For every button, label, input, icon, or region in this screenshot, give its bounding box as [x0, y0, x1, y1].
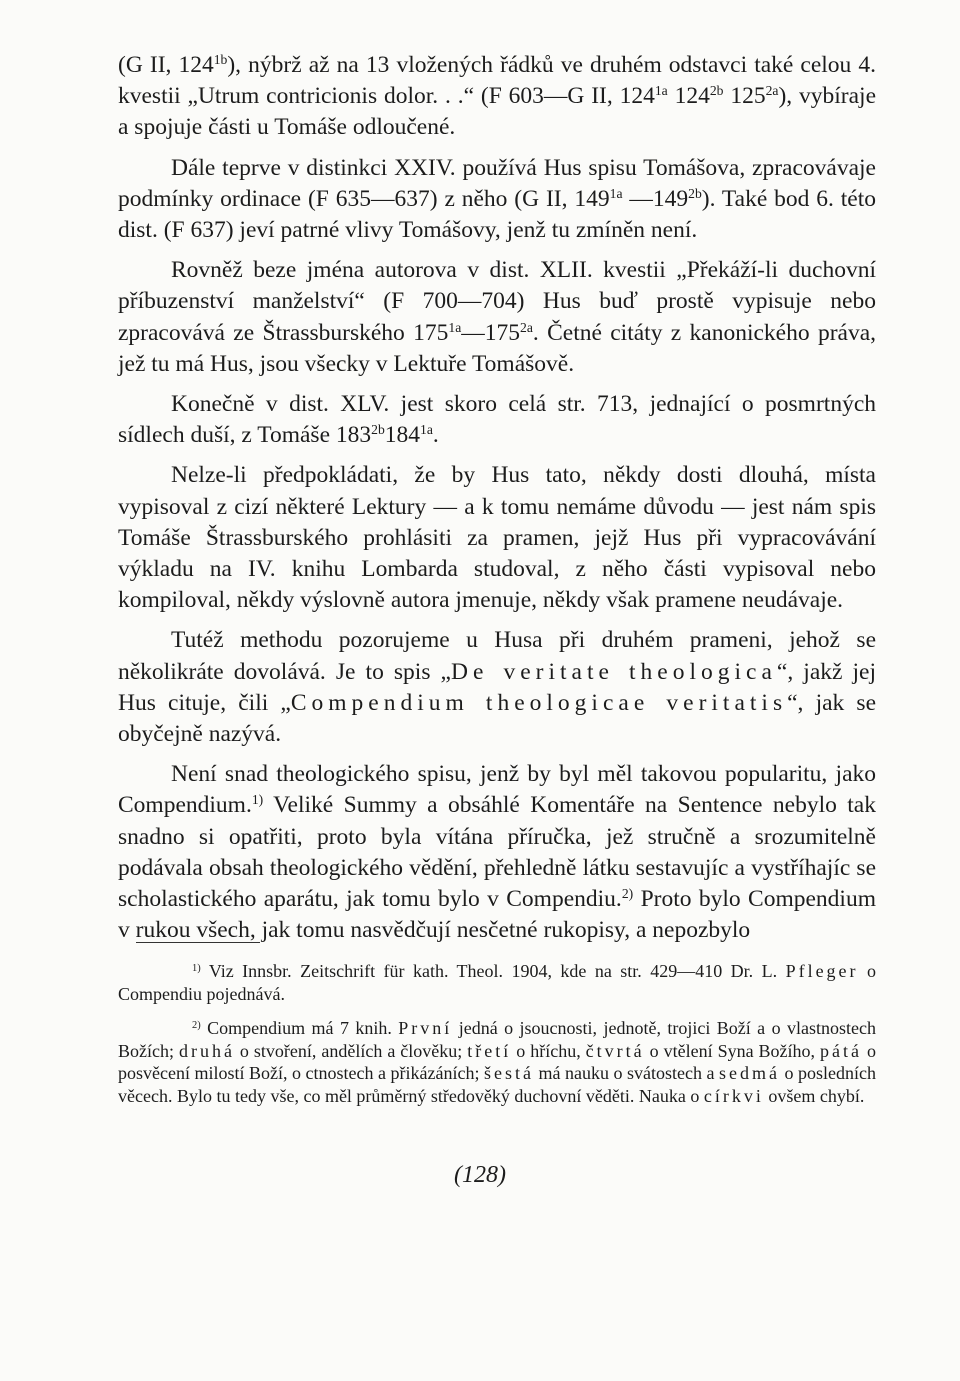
spaced-emphasis: třetí [467, 1040, 512, 1061]
paragraph-gap [118, 451, 876, 460]
spaced-emphasis: sedmá [719, 1063, 780, 1084]
superscript-mark: 1a [609, 185, 623, 201]
text-run: 124 [667, 83, 710, 110]
body-paragraph [118, 255, 876, 380]
text-run: Tutéž methodu pozorujeme u Husa při druhém prameni, jehož se několikráte dovolává. Je to spis „ [118, 627, 876, 685]
text-run: (G II, 124 [118, 52, 214, 78]
superscript-mark: 2a [520, 319, 533, 335]
text-run: o Compendiu pojednává. [118, 961, 876, 1004]
superscript-mark: 1) [251, 792, 264, 808]
text-run: jedná o jsoucnosti, jednotě, trojici Boží a o vlastnostech Božích; [118, 1018, 876, 1061]
text-run: Compendium má 7 knih. [200, 1018, 399, 1039]
paragraph-gap [118, 144, 876, 153]
spaced-emphasis: druhá [178, 1040, 235, 1061]
text-run: —175 [461, 319, 521, 346]
superscript-mark: 2) [621, 885, 634, 901]
paragraph-gap [118, 380, 876, 389]
body-paragraph [118, 759, 876, 946]
text-run: o posvěcení milostí Boží, o ctnostech a přikázáních; [118, 1040, 876, 1084]
text-run: o vtělení Syna Božího, [644, 1040, 821, 1061]
spaced-emphasis: církvi [703, 1085, 764, 1106]
superscript-mark: 2b [688, 185, 702, 201]
footnote [118, 960, 876, 1005]
text-run: má nauku o svátostech a [533, 1063, 719, 1084]
footnote-rule [136, 942, 260, 943]
spaced-emphasis: pátá [820, 1040, 863, 1061]
main-text [118, 50, 876, 946]
superscript-mark: 1) [192, 962, 201, 974]
text-run: 184 [384, 422, 420, 449]
text-run: ovšem chybí. [763, 1085, 865, 1106]
text-run: . Četné citáty z kanonického práva, jež tu má Hus, jsou všecky v Lektuře Tomášově. [118, 319, 877, 377]
spaced-emphasis: Pfleger [785, 961, 859, 981]
footnote [118, 1017, 876, 1107]
paragraph-gap [118, 616, 876, 625]
superscript-mark: 2b [709, 83, 724, 99]
superscript-mark: 2b [371, 422, 385, 438]
text-run: Proto bylo Compendium v rukou všech, jak tomu nasvědčují nesčetné rukopisy, a nepozbylo [118, 886, 876, 944]
paragraph-gap [118, 246, 876, 255]
text-run: ). Také bod 6. této dist. (F 637) jeví patrné vlivy Tomášovy, jenž tu zmíněn není. [118, 185, 877, 244]
superscript-mark: 1a [654, 83, 668, 99]
text-run: “, jakž jej Hus cituje, čili „ [118, 658, 877, 716]
text-run: Rovněž beze jména autorova v dist. XLII. kvestii „Překáží-li duchovní příbuzenství manželství“ (F 700—704) Hus buď prostě vypisuje nebo zpracovává ze Štrassburského 175 [118, 257, 876, 346]
spaced-emphasis: První [398, 1018, 453, 1039]
spaced-emphasis: čtvrtá [585, 1040, 645, 1061]
spaced-emphasis: šestá [483, 1063, 534, 1084]
footnote-gap [118, 1005, 876, 1017]
text-run: Nelze-li předpokládati, že by Hus tato, někdy dosti dlouhá, místa vypisoval z cizí některé Lektury — a k tomu nemáme důvodu — jest nám spis Tomáše Štrassburského prohlásiti za pramen, jejž Hus při vypracovávání výkladu na IV. knihu Lombarda studoval, z něho části vypisoval nebo kompiloval, někdy výslovně autora jmenuje, někdy však pramene neudávaje. [118, 462, 876, 614]
superscript-mark: 1a [420, 422, 433, 438]
text-run: . [432, 422, 439, 449]
text-run: “, jak se obyčejně nazývá. [118, 689, 877, 748]
text-run: Dále teprve v distinkci XXIV. používá Hus spisu Tomášova, zpracovávaje podmínky ordinace (F 635—637) z něho (G II, 149 [118, 154, 876, 212]
text-run: 125 [723, 83, 766, 110]
text-run: Veliké Summy a obsáhlé Komentáře na Sentence nebylo tak snadno si opatřiti, proto byla vítána příručka, jež stručně a srozumitelně podávala obsah theologického vědění, přehledně látku sestavujíc a vystříhajíc se scholastického aparátu, jak tomu bylo v Compendiu. [118, 792, 876, 913]
text-run: Není snad theologického spisu, jenž by byl měl takovou popularitu, jako Compendium. [118, 761, 876, 819]
paragraph-gap [118, 750, 876, 759]
superscript-mark: 1a [448, 319, 462, 335]
text-run: ), vybíraje a spojuje části u Tomáše odloučené. [118, 83, 877, 141]
superscript-mark: 2) [192, 1019, 201, 1031]
body-paragraph [118, 153, 876, 247]
body-paragraph [118, 50, 876, 144]
text-run: o stvoření, andělích a člověku; [234, 1040, 468, 1061]
spaced-emphasis: De veritate theologica [451, 658, 777, 685]
body-paragraph [118, 460, 876, 616]
body-paragraph [118, 625, 876, 750]
text-run: Viz Innsbr. Zeitschrift für kath. Theol. 1904, kde na str. 429—410 Dr. L. [200, 961, 786, 981]
body-paragraph [118, 389, 876, 451]
footnotes [118, 960, 876, 1108]
text-run: o posledních věcech. Bylo tu tedy vše, co měl průměrný středověký duchovní věděti. Nauka o [118, 1063, 876, 1106]
page-number: (128) [454, 1162, 506, 1188]
superscript-mark: 1b [213, 51, 228, 67]
text-run: —149 [622, 185, 689, 212]
superscript-mark: 2a [765, 83, 779, 99]
text-run: o hříchu, [511, 1040, 586, 1061]
text-run: Konečně v dist. XLV. jest skoro celá str. 713, jednající o posmrtných sídlech duší, z Tomáše 183 [118, 391, 876, 449]
spaced-emphasis: Compendium theologicae veritatis [290, 689, 788, 716]
text-run: ), nýbrž až na 13 vložených řádků ve druhém odstavci také celou 4. kvestii „Utrum contricionis dolor. . .“ (F 603—G II, 124 [118, 52, 877, 110]
